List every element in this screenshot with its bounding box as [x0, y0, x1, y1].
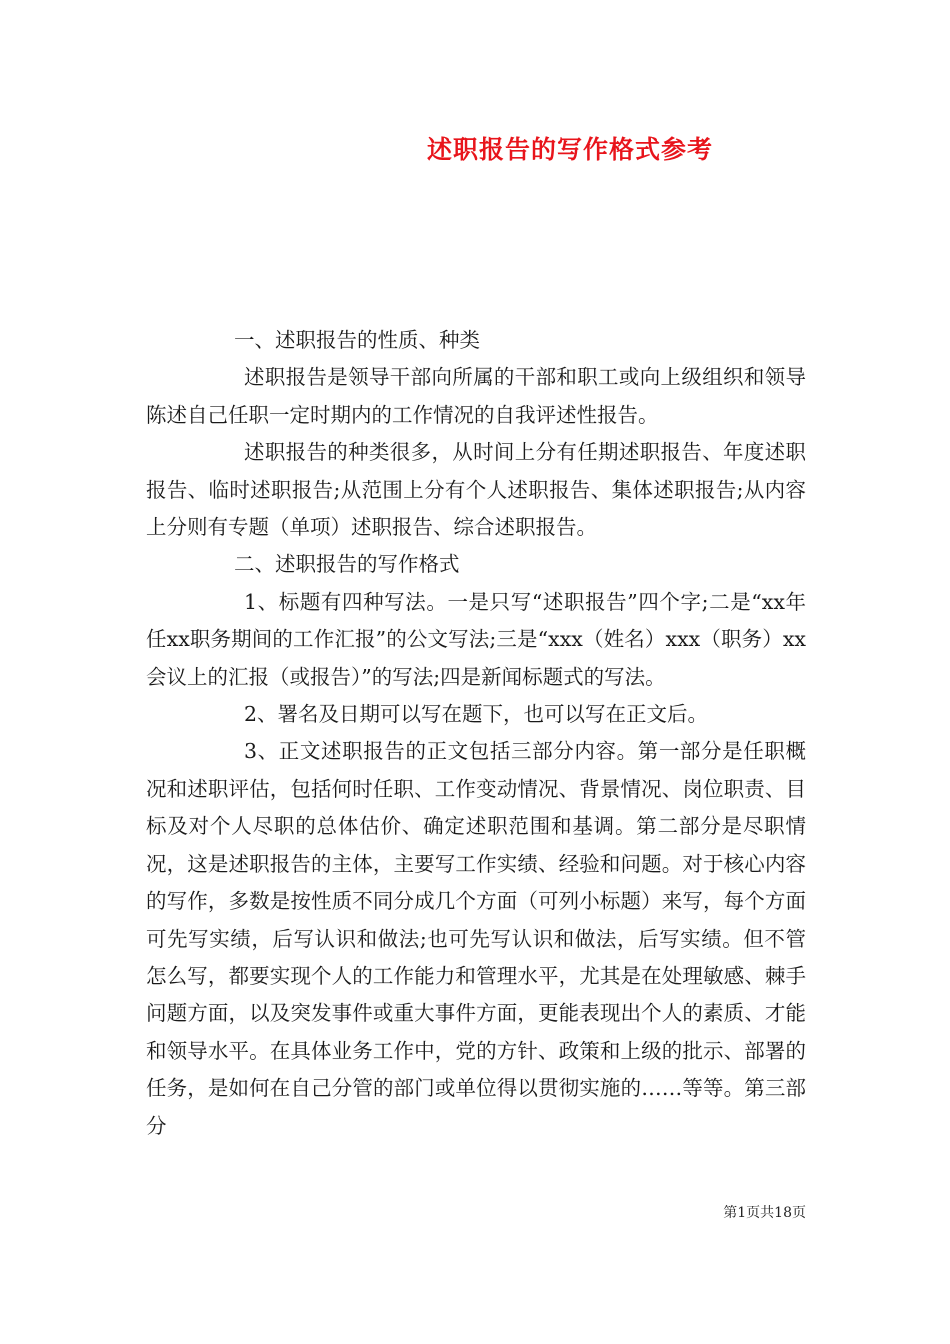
paragraph-main-text: 3、正文述职报告的正文包括三部分内容。第一部分是任职概况和述职评估，包括何时任职、工作变动情况、背景情况、岗位职责、目标及对个人尽职的总体估价、确定述职范围和基调。第二部分是尽职情况，这是述职报告的主体，主要写工作实绩、经验和问题。对于核心内容的写作，多数是按性质不同分成几个方面（可列小标题）来写，每个方面可先写实绩，后写认识和做法;也可先写认识和做法，后写实绩。但不管怎么写，都要实现个人的工作能力和管理水平，尤其是在处理敏感、棘手问题方面，以及突发事件或重大事件方面，更能表现出个人的素质、才能和领导水平。在具体业务工作中，党的方针、政策和上级的批示、部署的任务，是如何在自己分管的部门或单位得以贯彻实施的……等等。第三部分: [146, 739, 806, 1138]
paragraph-definition: 述职报告是领导干部向所属的干部和职工或向上级组织和领导陈述自己任职一定时期内的工作情况的自我评述性报告。: [146, 365, 806, 427]
section-heading-nature: 一、述职报告的性质、种类: [234, 328, 480, 352]
paragraph-signature: 2、署名及日期可以写在题下，也可以写在正文后。: [244, 702, 709, 727]
page-number-footer: 第1页共18页: [723, 1205, 806, 1221]
document-title: 述职报告的写作格式参考: [426, 135, 713, 164]
paragraph-title-format: 1、标题有四种写法。一是只写“述职报告”四个字;二是“xx年任xx职务期间的工作汇报”的公文写法;三是“xxx（姓名）xxx（职务）xx会议上的汇报（或报告）”的写法;四是新闻标题式的写法。: [146, 589, 806, 689]
section-heading-format: 二、述职报告的写作格式: [234, 552, 460, 577]
document-body: [146, 322, 806, 1145]
paragraph-types: 述职报告的种类很多，从时间上分有任期述职报告、年度述职报告、临时述职报告;从范围上分有个人述职报告、集体述职报告;从内容上分则有专题（单项）述职报告、综合述职报告。: [146, 440, 806, 540]
